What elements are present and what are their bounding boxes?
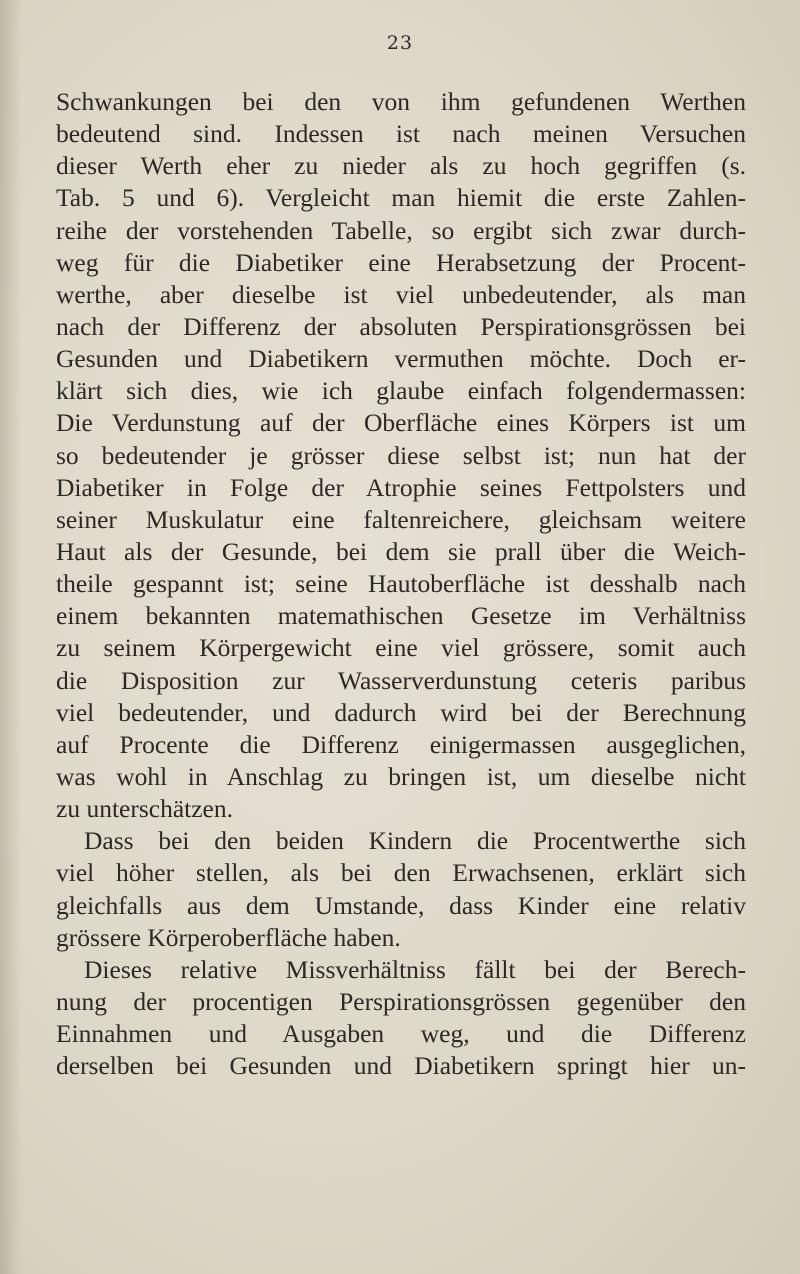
text-line: Diabetiker in Folge der Atrophie seines Fettpolsters und <box>56 472 746 502</box>
text-line: zu seinem Körpergewicht eine viel grössere, somit auch <box>56 633 746 663</box>
text-line: auf Procente die Differenz einigermassen ausgeglichen, <box>56 729 746 759</box>
text-line: seiner Muskulatur eine faltenreichere, gleichsam weitere <box>56 504 746 534</box>
text-line: Dieses relative Missverhältniss fällt bei der Berech- <box>84 954 746 984</box>
text-line: nung der procentigen Perspirationsgrössen gegenüber den <box>56 986 746 1016</box>
text-line: bedeutend sind. Indessen ist nach meinen Versuchen <box>56 119 746 149</box>
text-line: dieser Werth eher zu nieder als zu hoch gegriffen (s. <box>56 151 746 181</box>
text-line: grössere Körperoberfläche haben. <box>56 922 401 952</box>
text-line: klärt sich dies, wie ich glaube einfach folgendermassen: <box>56 376 746 406</box>
text-line: Einnahmen und Ausgaben weg, und die Differenz <box>56 1019 746 1049</box>
text-line: Schwankungen bei den von ihm gefundenen Werthen <box>56 87 746 116</box>
text-line: die Disposition zur Wasserverdunstung ceteris paribus <box>56 665 746 695</box>
page-gutter-shadow <box>0 0 22 1274</box>
text-line: viel bedeutender, und dadurch wird bei der Berechnung <box>56 697 746 727</box>
text-line: weg für die Diabetiker eine Herabsetzung der Procent- <box>56 247 746 277</box>
text-line: Gesunden und Diabetikern vermuthen möchte. Doch er- <box>56 344 746 374</box>
text-line: so bedeutender je grösser diese selbst ist; nun hat der <box>56 440 746 470</box>
text-line: Dass bei den beiden Kindern die Procentwerthe sich <box>84 826 746 856</box>
text-line: was wohl in Anschlag zu bringen ist, um dieselbe nicht <box>56 761 746 791</box>
page-number: 23 <box>386 32 414 54</box>
text-line: Haut als der Gesunde, bei dem sie prall über die Weich- <box>56 536 746 566</box>
text-line: zu unterschätzen. <box>56 794 233 824</box>
text-line: gleichfalls aus dem Umstande, dass Kinder eine relativ <box>56 890 746 920</box>
body-text <box>56 86 746 1082</box>
text-line: werthe, aber dieselbe ist viel unbedeutender, als man <box>56 279 746 309</box>
text-line: reihe der vorstehenden Tabelle, so ergibt sich zwar durch- <box>56 215 746 245</box>
text-line: viel höher stellen, als bei den Erwachsenen, erklärt sich <box>56 858 746 888</box>
text-line: einem bekannten matemathischen Gesetze im Verhältniss <box>56 601 746 631</box>
text-line: Die Verdunstung auf der Oberfläche eines Körpers ist um <box>56 408 746 438</box>
text-line: Tab. 5 und 6). Vergleicht man hiemit die erste Zahlen- <box>56 183 746 213</box>
text-line: nach der Differenz der absoluten Perspirationsgrössen bei <box>56 311 746 341</box>
text-line: theile gespannt ist; seine Hautoberfläche ist desshalb nach <box>56 569 746 599</box>
text-line: derselben bei Gesunden und Diabetikern springt hier un- <box>56 1051 746 1081</box>
